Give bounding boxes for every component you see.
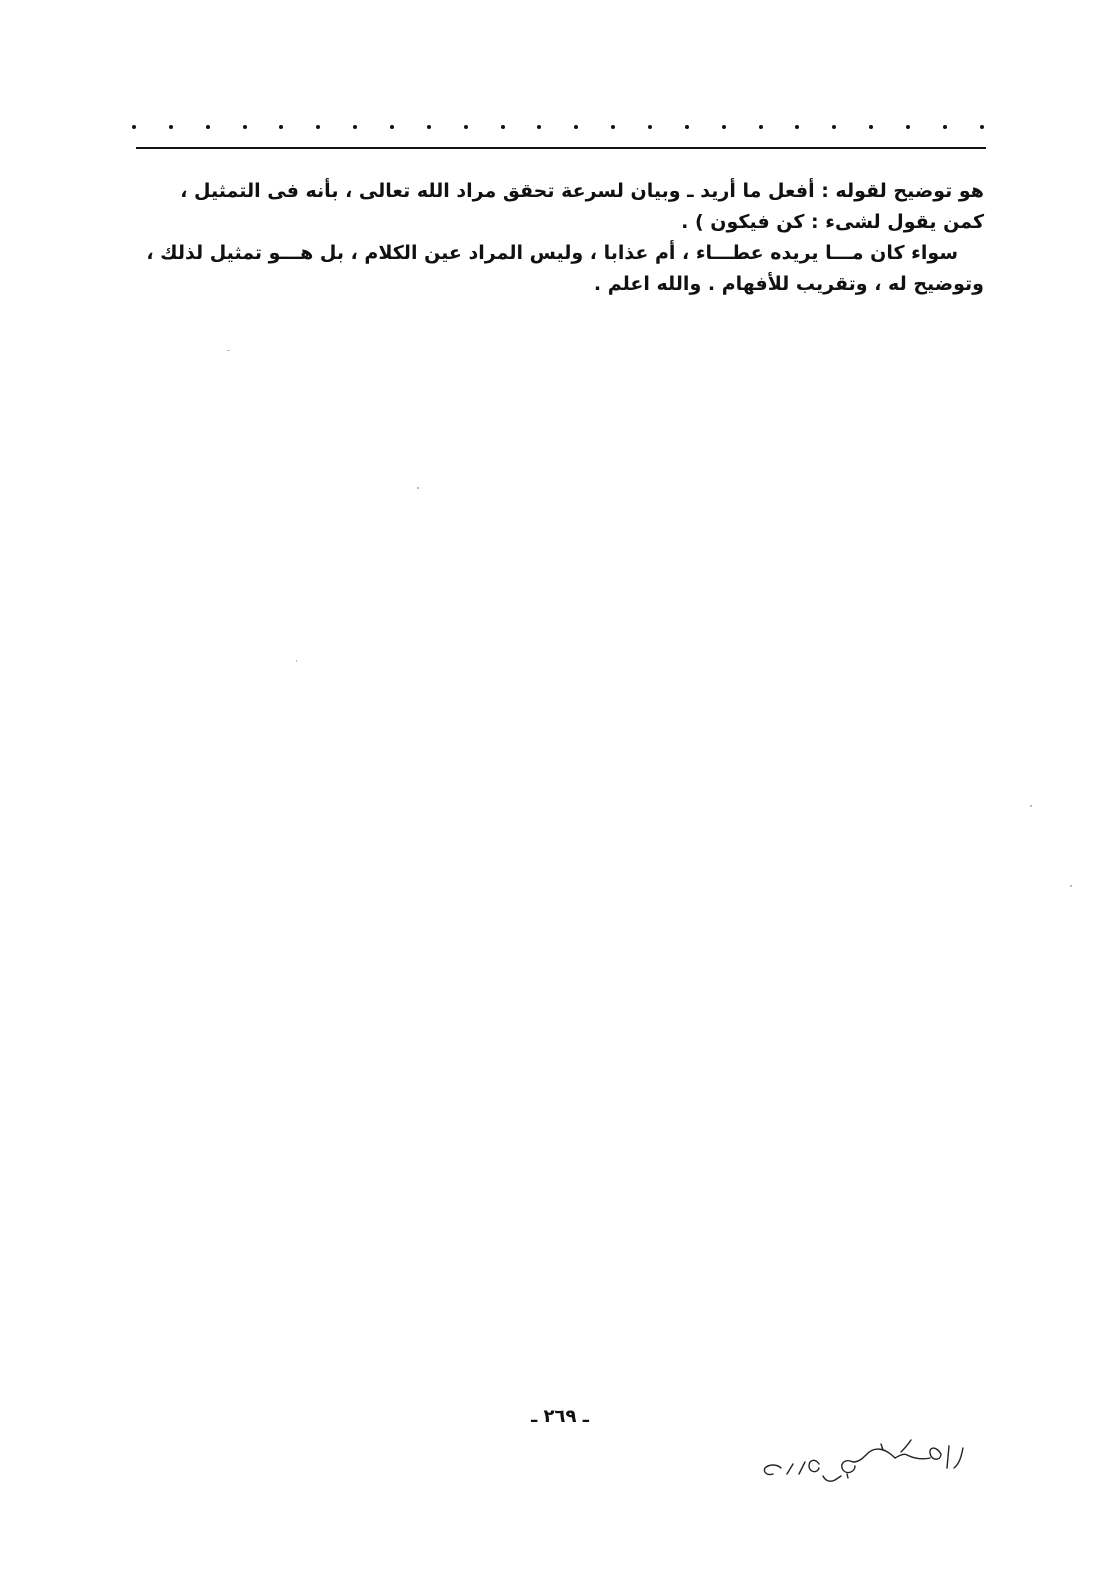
- header-rule: [136, 147, 986, 149]
- scan-speck: [1030, 805, 1032, 807]
- dotted-separator: [132, 120, 984, 134]
- paragraph-1-line-2: كمن يقول لشىء : كن فيكون ) .: [681, 211, 984, 233]
- page-number: ـ ٢٦٩ ـ: [531, 1406, 589, 1427]
- paragraph-2-line-1: سواء كان مـــا يريده عطـــاء ، أم عذابا ، وليس المراد عين الكلام ، بل هـــو تمثيل لذلك ،: [146, 242, 958, 264]
- handwritten-signature: [735, 1428, 975, 1498]
- paragraph-2-line-2: وتوضيح له ، وتقريب للأفهام . والله اعلم .: [593, 273, 984, 295]
- paragraph-1: [126, 176, 984, 238]
- paragraph-2: [126, 238, 984, 300]
- body-text: [126, 176, 984, 300]
- scan-speck: [296, 660, 297, 662]
- paragraph-1-line-1: هو توضيح لقوله : أفعل ما أريد ـ وبيان لسرعة تحقق مراد الله تعالى ، بأنه فى التمثيل ،: [180, 180, 984, 202]
- scan-speck: [417, 487, 419, 489]
- scan-speck: [227, 350, 230, 351]
- scan-speck: [1070, 885, 1072, 887]
